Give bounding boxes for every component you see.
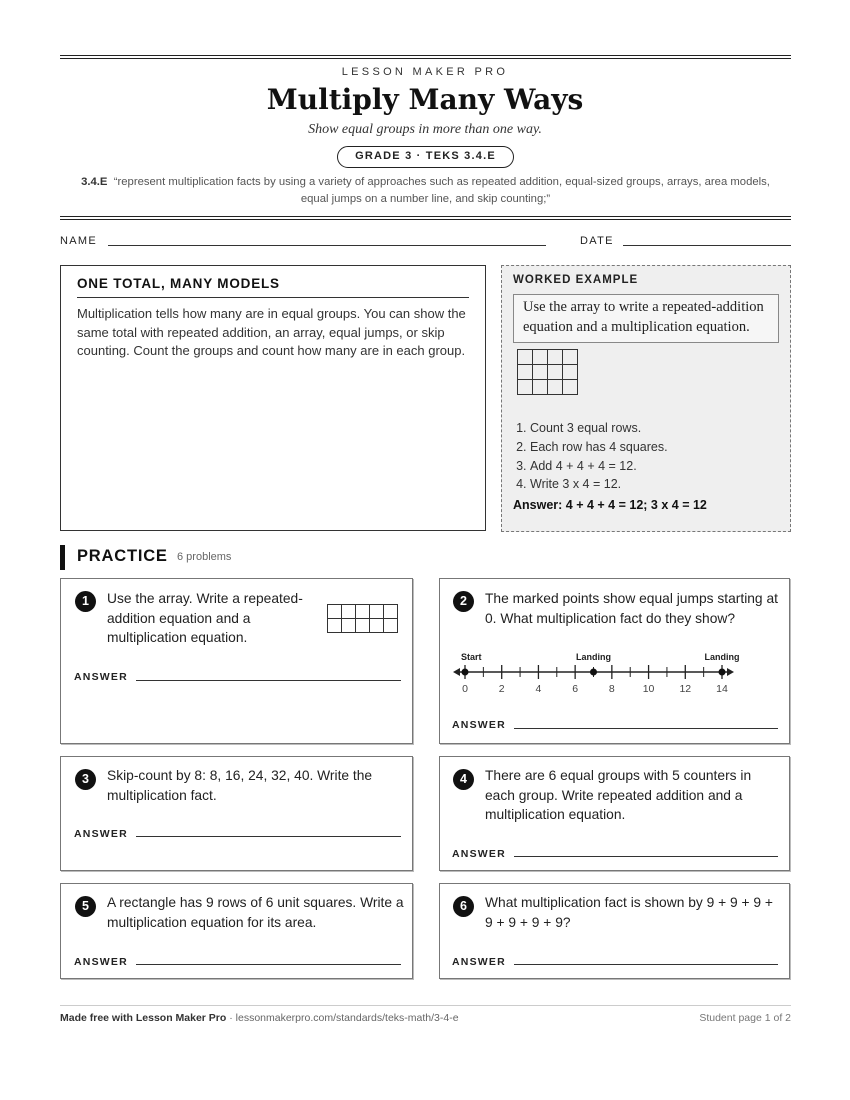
array-square <box>563 350 578 365</box>
problem-text: Use the array. Write a repeated-addition equation and a multiplication equation. <box>107 591 303 645</box>
array-square <box>533 350 548 365</box>
answer-field[interactable] <box>514 728 778 729</box>
worked-example-step: 2. Each row has 4 squares. <box>530 438 779 457</box>
worked-example-step: 3. Add 4 + 4 + 4 = 12. <box>530 457 779 476</box>
answer-field[interactable] <box>136 836 401 837</box>
footer-page-number: Student page 1 of 2 <box>699 1012 791 1024</box>
number-line-tick-label: 6 <box>572 683 579 694</box>
problem-text: There are 6 equal groups with 5 counters in each group. Write repeated addition and a multiplication equation. <box>485 768 752 822</box>
answer-label: ANSWER <box>452 848 506 860</box>
footer-made-with: Made free with Lesson Maker Pro <box>60 1012 227 1024</box>
number-line-tick-label: 10 <box>642 683 655 694</box>
standard-description <box>78 174 773 208</box>
number-line <box>450 649 750 694</box>
array-square <box>370 619 384 633</box>
number-line-tick-label: 8 <box>608 683 615 694</box>
left-arrow-icon <box>453 668 460 676</box>
worked-example-step: 4. Write 3 x 4 = 12. <box>530 475 779 494</box>
problem-number-badge: 1 <box>75 591 96 612</box>
answer-field[interactable] <box>136 964 401 965</box>
array-square <box>563 365 578 380</box>
problem-number-badge: 2 <box>453 591 474 612</box>
overview-body: Multiplication tells how many are in equal groups. You can show the same total with repeated addition, an array, equal jumps, or skip counting. Count the groups and count how many are in each group. <box>77 306 466 358</box>
problem-card-2 <box>439 578 790 744</box>
worked-example-step: 1. Count 3 equal rows. <box>530 419 779 438</box>
footer-url[interactable]: · lessonmakerpro.com/standards/teks-math/3-4-e <box>226 1012 459 1024</box>
number-line-tick-label: 14 <box>716 683 728 694</box>
problem-text: What multiplication fact is shown by 9 + 9 + 9 + 9 + 9 + 9 + 9? <box>485 895 773 930</box>
worked-example-array <box>517 349 578 395</box>
date-field[interactable] <box>623 245 791 246</box>
problem-card-4 <box>439 756 790 871</box>
number-line-tick-label: 4 <box>535 683 542 694</box>
answer-field[interactable] <box>514 856 778 857</box>
array-square <box>328 605 342 619</box>
problem-text: Skip-count by 8: 8, 16, 24, 32, 40. Write the multiplication fact. <box>107 768 373 803</box>
practice-count: 6 problems <box>177 551 232 563</box>
array-square <box>370 605 384 619</box>
problem-card-6 <box>439 883 790 979</box>
problem-text: A rectangle has 9 rows of 6 unit squares. Write a multiplication equation for its area. <box>107 895 404 930</box>
problem-card-3 <box>60 756 413 871</box>
overview-panel <box>60 265 486 531</box>
number-line-point <box>719 669 726 676</box>
right-arrow-icon <box>727 668 734 676</box>
worked-example-answer: Answer: 4 + 4 + 4 = 12; 3 x 4 = 12 <box>513 498 707 513</box>
array-square <box>563 380 578 395</box>
array-square <box>384 605 398 619</box>
practice-heading: PRACTICE <box>77 547 168 565</box>
problem-number-badge: 6 <box>453 896 474 917</box>
number-line-tick-label: 0 <box>462 683 468 694</box>
answer-label: ANSWER <box>452 719 506 731</box>
standard-code: 3.4.E <box>81 176 108 188</box>
array-square <box>518 350 533 365</box>
array-square <box>548 350 563 365</box>
page-subtitle: Show equal groups in more than one way. <box>308 122 542 137</box>
array-square <box>356 619 370 633</box>
page-title: Multiply Many Ways <box>266 83 584 116</box>
answer-field[interactable] <box>514 964 778 965</box>
array-square <box>533 380 548 395</box>
array-square <box>342 619 356 633</box>
number-line-tick-label: 12 <box>679 683 692 694</box>
answer-label: ANSWER <box>74 956 128 968</box>
worked-example-label: WORKED EXAMPLE <box>513 274 639 286</box>
number-line-point <box>462 669 469 676</box>
brand-name: LESSON MAKER PRO <box>341 66 509 78</box>
header-rule <box>60 58 791 59</box>
array-square <box>342 605 356 619</box>
array-square <box>356 605 370 619</box>
array-square <box>518 365 533 380</box>
number-line-point-label: Landing <box>576 652 611 662</box>
problem-array <box>327 604 398 633</box>
worked-example-array-area <box>513 343 779 415</box>
standard-text: “represent multiplication facts by using a variety of approaches such as repeated addition, equal-sized groups, arrays, area models, equal jumps on a number line, and skip counting;” <box>113 176 770 205</box>
array-square <box>548 365 563 380</box>
date-label: DATE <box>580 235 614 247</box>
worked-example-steps <box>530 419 779 494</box>
array-square <box>518 380 533 395</box>
overview-heading: ONE TOTAL, MANY MODELS <box>77 276 469 298</box>
footer-credit <box>60 1012 459 1024</box>
problem-number-badge: 3 <box>75 769 96 790</box>
answer-field[interactable] <box>136 680 401 681</box>
array-square <box>548 380 563 395</box>
number-line-point-label: Landing <box>704 652 740 662</box>
header-rule <box>60 219 791 220</box>
problem-card-1 <box>60 578 413 744</box>
worked-example-panel <box>501 265 791 532</box>
answer-label: ANSWER <box>74 671 128 683</box>
number-line-point-label: Start <box>461 652 482 662</box>
number-line-point <box>590 669 597 676</box>
grade-badge: GRADE 3 · TEKS 3.4.E <box>337 146 514 168</box>
problem-text: The marked points show equal jumps starting at 0. What multiplication fact do they show? <box>485 591 778 626</box>
problem-number-badge: 5 <box>75 896 96 917</box>
array-square <box>328 619 342 633</box>
array-square <box>533 365 548 380</box>
problem-card-5 <box>60 883 413 979</box>
header-rule <box>60 55 791 56</box>
array-square <box>384 619 398 633</box>
number-line-tick-label: 2 <box>498 683 505 694</box>
name-label: NAME <box>60 235 97 247</box>
answer-label: ANSWER <box>74 828 128 840</box>
problem-number-badge: 4 <box>453 769 474 790</box>
worked-example-prompt: Use the array to write a repeated-addition equation and a multiplication equation. <box>513 294 779 343</box>
header-rule <box>60 216 791 217</box>
answer-label: ANSWER <box>452 956 506 968</box>
footer-rule <box>60 1005 791 1006</box>
name-field[interactable] <box>108 245 546 246</box>
practice-accent-bar <box>60 545 65 570</box>
